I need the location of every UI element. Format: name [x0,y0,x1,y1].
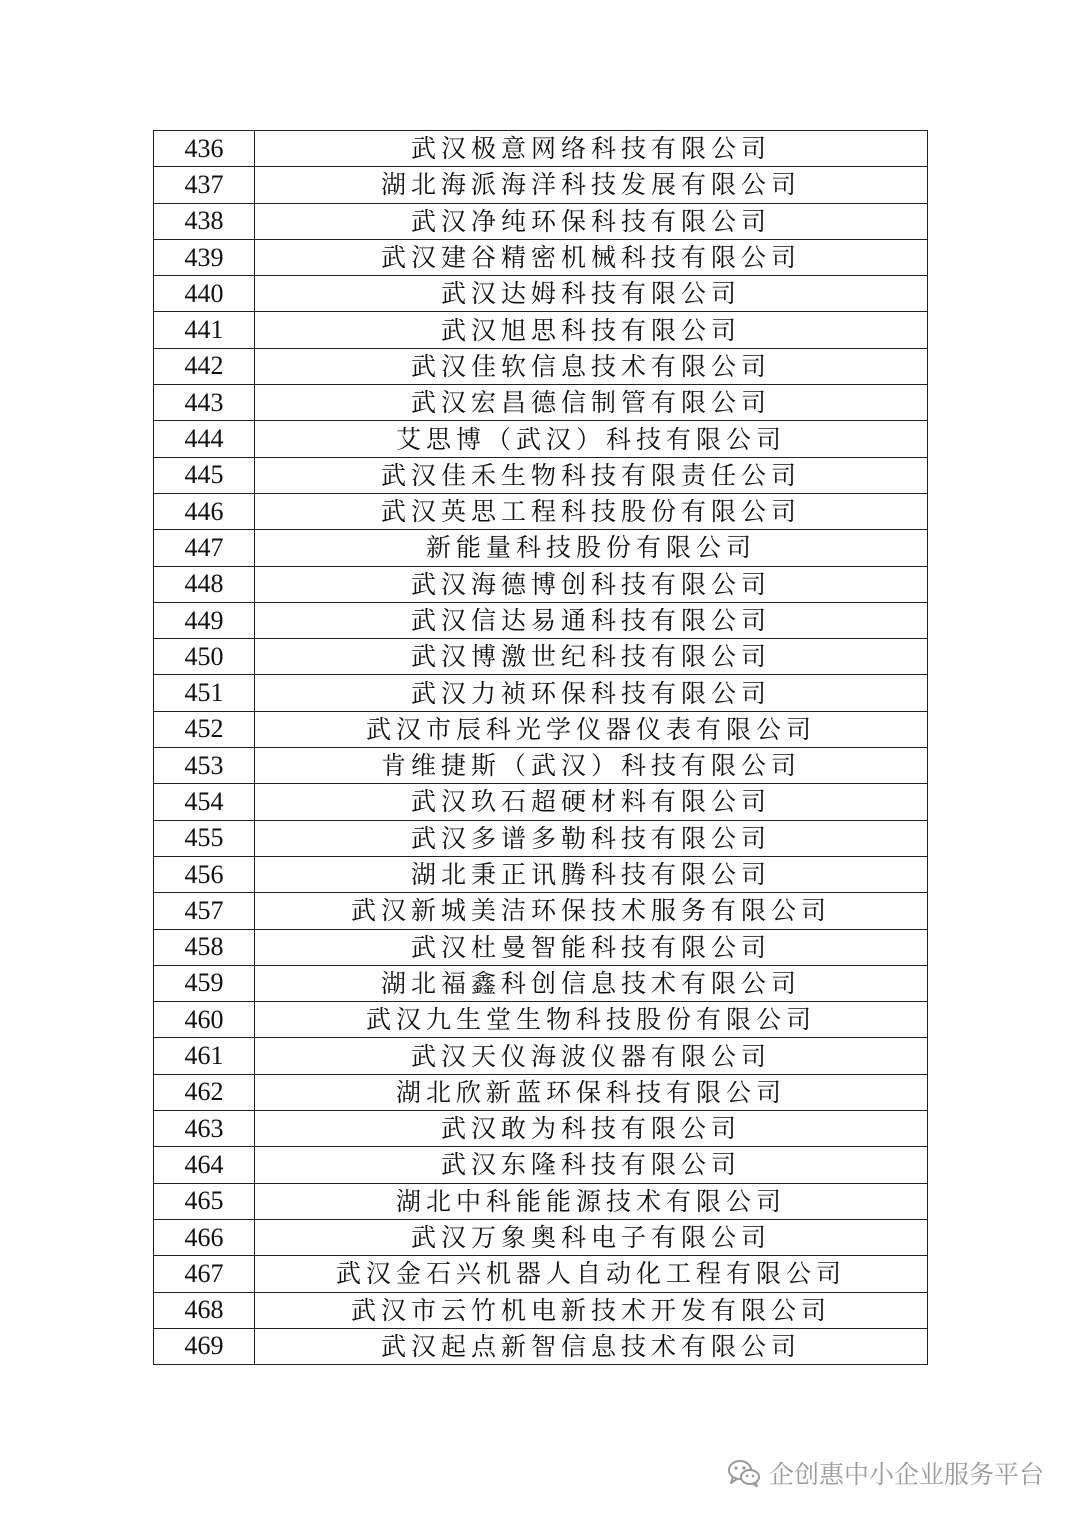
table-row [154,493,928,529]
row-number-cell: 456 [154,856,255,892]
company-name-cell: 武汉敢为科技有限公司 [255,1111,928,1147]
table-row [154,167,928,203]
row-number-cell: 439 [154,239,255,275]
row-number-cell: 461 [154,1038,255,1074]
company-name-cell: 湖北海派海洋科技发展有限公司 [255,167,928,203]
row-number-cell: 468 [154,1292,255,1328]
row-number-cell: 447 [154,530,255,566]
company-name-cell: 武汉玖石超硬材料有限公司 [255,784,928,820]
table-row [154,1147,928,1183]
company-name-cell: 湖北秉正讯腾科技有限公司 [255,856,928,892]
table-row [154,1256,928,1292]
row-number-cell: 450 [154,639,255,675]
table-row [154,312,928,348]
company-name-cell: 武汉博激世纪科技有限公司 [255,639,928,675]
company-name-cell: 武汉极意网络科技有限公司 [255,131,928,167]
row-number-cell: 449 [154,602,255,638]
company-name-cell: 武汉佳禾生物科技有限责任公司 [255,457,928,493]
table-row [154,711,928,747]
company-list-body [154,131,928,1365]
company-name-cell: 武汉建谷精密机械科技有限公司 [255,239,928,275]
row-number-cell: 459 [154,965,255,1001]
row-number-cell: 467 [154,1256,255,1292]
table-row [154,1183,928,1219]
table-row [154,1219,928,1255]
row-number-cell: 462 [154,1074,255,1110]
table-row [154,1074,928,1110]
company-name-cell: 武汉万象奥科电子有限公司 [255,1219,928,1255]
table-row [154,1002,928,1038]
table-row [154,929,928,965]
company-name-cell: 武汉杜曼智能科技有限公司 [255,929,928,965]
row-number-cell: 464 [154,1147,255,1183]
table-row [154,276,928,312]
company-list-table [153,130,928,1365]
row-number-cell: 452 [154,711,255,747]
company-name-cell: 武汉宏昌德信制管有限公司 [255,385,928,421]
table-row [154,348,928,384]
watermark-text: 企创惠中小企业服务平台 [768,1460,1044,1489]
row-number-cell: 465 [154,1183,255,1219]
wechat-icon [727,1458,761,1488]
row-number-cell: 454 [154,784,255,820]
row-number-cell: 457 [154,893,255,929]
company-name-cell: 武汉九生堂生物科技股份有限公司 [255,1002,928,1038]
company-name-cell: 武汉佳软信息技术有限公司 [255,348,928,384]
row-number-cell: 448 [154,566,255,602]
table-row [154,239,928,275]
row-number-cell: 442 [154,348,255,384]
table-row [154,131,928,167]
company-name-cell: 武汉力祯环保科技有限公司 [255,675,928,711]
row-number-cell: 453 [154,748,255,784]
row-number-cell: 451 [154,675,255,711]
row-number-cell: 443 [154,385,255,421]
table-row [154,1292,928,1328]
row-number-cell: 445 [154,457,255,493]
company-name-cell: 武汉金石兴机器人自动化工程有限公司 [255,1256,928,1292]
company-name-cell: 湖北中科能能源技术有限公司 [255,1183,928,1219]
table-row [154,893,928,929]
table-row [154,457,928,493]
table-row [154,1328,928,1364]
table-row [154,784,928,820]
row-number-cell: 469 [154,1328,255,1364]
table-row [154,421,928,457]
company-name-cell: 武汉市云竹机电新技术开发有限公司 [255,1292,928,1328]
company-name-cell: 武汉信达易通科技有限公司 [255,602,928,638]
table-row [154,675,928,711]
company-name-cell: 湖北福鑫科创信息技术有限公司 [255,965,928,1001]
row-number-cell: 436 [154,131,255,167]
company-name-cell: 新能量科技股份有限公司 [255,530,928,566]
company-name-cell: 武汉海德博创科技有限公司 [255,566,928,602]
table-row [154,820,928,856]
row-number-cell: 466 [154,1219,255,1255]
table-row [154,1111,928,1147]
row-number-cell: 438 [154,203,255,239]
row-number-cell: 444 [154,421,255,457]
company-name-cell: 武汉旭思科技有限公司 [255,312,928,348]
table-row [154,856,928,892]
company-name-cell: 武汉市辰科光学仪器仪表有限公司 [255,711,928,747]
row-number-cell: 455 [154,820,255,856]
table-row [154,639,928,675]
row-number-cell: 437 [154,167,255,203]
table-row [154,1038,928,1074]
row-number-cell: 446 [154,493,255,529]
table-row [154,385,928,421]
row-number-cell: 441 [154,312,255,348]
table-row [154,203,928,239]
company-name-cell: 武汉达姆科技有限公司 [255,276,928,312]
company-name-cell: 武汉起点新智信息技术有限公司 [255,1328,928,1364]
company-name-cell: 武汉多谱多勒科技有限公司 [255,820,928,856]
table-row [154,748,928,784]
company-name-cell: 肯维捷斯（武汉）科技有限公司 [255,748,928,784]
table-row [154,602,928,638]
company-name-cell: 武汉新城美洁环保技术服务有限公司 [255,893,928,929]
table-row [154,566,928,602]
company-name-cell: 武汉东隆科技有限公司 [255,1147,928,1183]
table-row [154,530,928,566]
company-name-cell: 湖北欣新蓝环保科技有限公司 [255,1074,928,1110]
row-number-cell: 460 [154,1002,255,1038]
watermark [727,1455,1044,1491]
row-number-cell: 440 [154,276,255,312]
company-name-cell: 武汉净纯环保科技有限公司 [255,203,928,239]
row-number-cell: 458 [154,929,255,965]
company-name-cell: 武汉英思工程科技股份有限公司 [255,493,928,529]
company-name-cell: 武汉天仪海波仪器有限公司 [255,1038,928,1074]
company-name-cell: 艾思博（武汉）科技有限公司 [255,421,928,457]
row-number-cell: 463 [154,1111,255,1147]
table-row [154,965,928,1001]
